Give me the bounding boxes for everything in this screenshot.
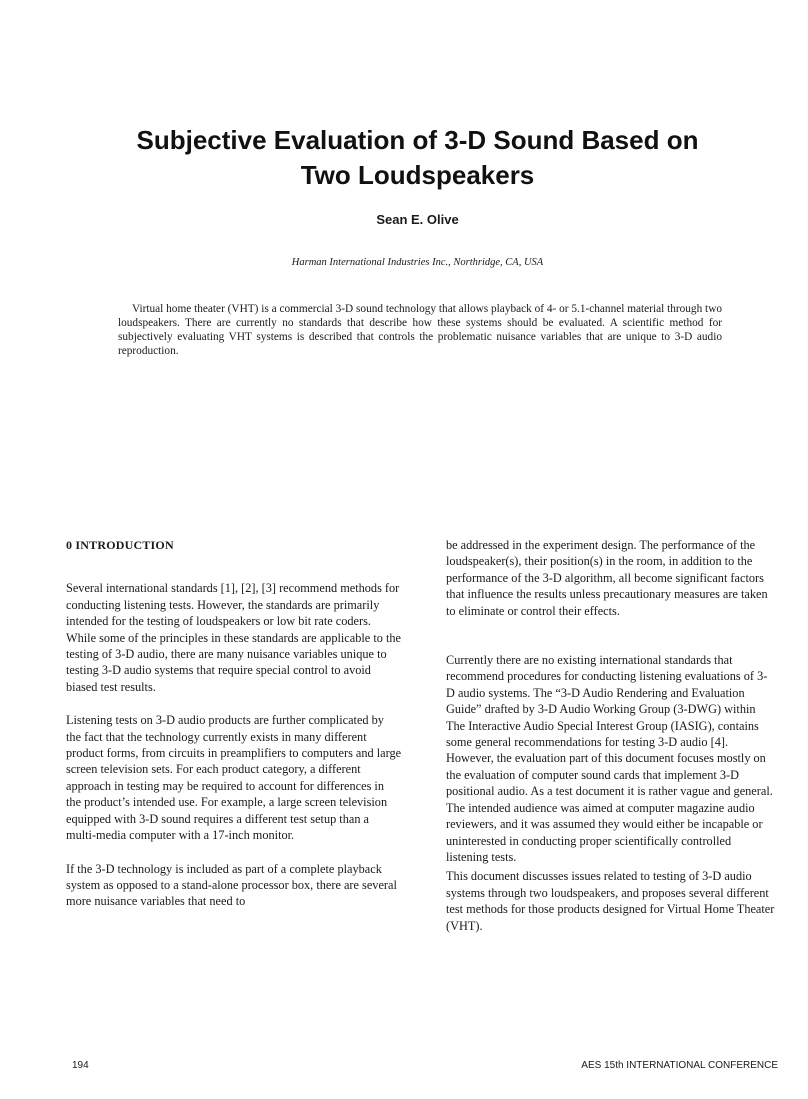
paragraph: Listening tests on 3-D audio products are further complicated by the fact that the technology currently exists in many different product forms, from circuits in preamplifiers to computers and large screen television sets. For each product category, a different approach in testing may be required to account for differences in the product’s intended use. For example, a large screen television equipped with 3-D sound requires a different test setup than a multi-media computer with a 17-inch monitor. xyxy=(66,713,402,843)
abstract: Virtual home theater (VHT) is a commercial 3-D sound technology that allows playback of 4- or 5.1-channel material through two loudspeakers. There are currently no standards that describe how these systems should be evaluated. A scientific method for subjectively evaluating VHT systems is described that controls the problematic nuisance variables that are unique to 3-D audio reproduction. xyxy=(118,303,722,357)
paragraph: be addressed in the experiment design. The performance of the loudspeaker(s), their position(s) in the room, in addition to the performance of the 3-D algorithm, all become significant factors that influence the results unless precautionary measures are taken to eliminate or control their effects. xyxy=(446,538,768,618)
affiliation: Harman International Industries Inc., Northridge, CA, USA xyxy=(291,257,544,268)
right-column xyxy=(446,537,776,934)
title-line-2: Two Loudspeakers xyxy=(300,160,535,190)
left-column xyxy=(66,537,402,910)
title-line-1: Subjective Evaluation of 3-D Sound Based on xyxy=(136,125,699,155)
paragraph: This document discusses issues related to testing of 3-D audio systems through two loudspeakers, and proposes several different test methods for those products designed for Virtual Home Theater (VHT). xyxy=(446,869,775,933)
paragraph: Several international standards [1], [2], [3] recommend methods for conducting listening tests. However, the standards are primarily intended for the testing of loudspeakers or low bit rate coders. While some of the principles in these standards are applicable to the testing of 3-D audio, there are many nuisance variables unique to testing 3-D audio systems that require special control to avoid biased test results. xyxy=(66,581,401,694)
section-heading: 0 INTRODUCTION xyxy=(66,538,174,552)
paragraph: If the 3-D technology is included as part of a complete playback system as opposed to a stand-alone processor box, there are several more nuisance variables that need to xyxy=(66,861,397,909)
page-number: 194 xyxy=(72,1060,89,1071)
paragraph: Currently there are no existing international standards that recommend procedures for conducting listening evaluations of 3-D audio systems. The “3-D Audio Rendering and Evaluation Guide” drafted by 3-D Audio Working Group (3-DWG) within The Interactive Audio Special Interest Group (IASIG), contains some general recommendations for testing 3-D audio [4]. However, the evaluation part of this document focuses mostly on the evaluation of computer sound cards that implement 3-D positional audio. As a test document it is rather vague and general. The intended audience was aimed at computer magazine audio reviewers, and it was assumed they would either be incapable or uninterested in conducting proper scientifically controlled listening tests. xyxy=(446,653,773,864)
conference-footer: AES 15th INTERNATIONAL CONFERENCE xyxy=(581,1060,778,1071)
author: Sean E. Olive xyxy=(376,212,459,227)
paper-title xyxy=(0,123,808,193)
